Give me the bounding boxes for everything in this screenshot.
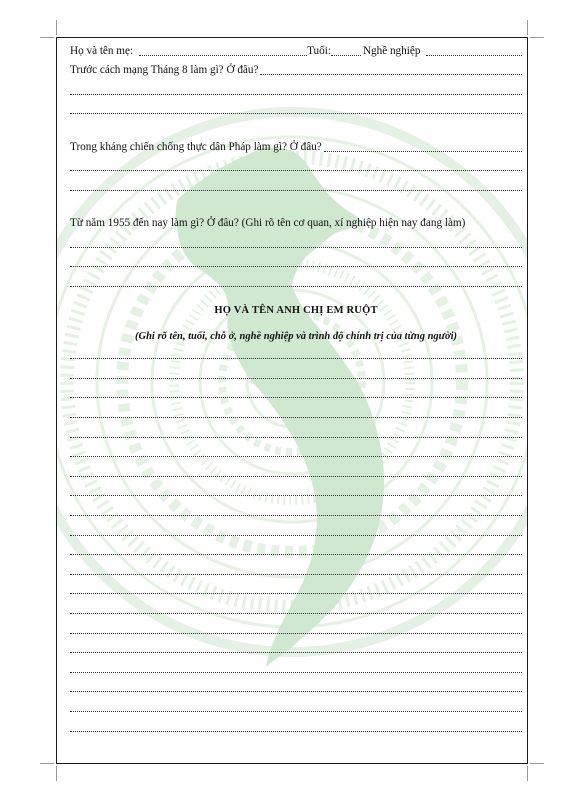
answer-line[interactable]: [70, 161, 522, 171]
answer-line[interactable]: [70, 702, 522, 712]
question-before-revolution: Trước cách mạng Tháng 8 làm gì? Ở đâu?: [70, 64, 259, 77]
siblings-heading: HỌ VÀ TÊN ANH CHỊ EM RUỘT: [214, 304, 378, 316]
answer-row: [70, 442, 522, 462]
answer-row: [70, 638, 522, 658]
crop-mark: [527, 766, 528, 781]
answer-row: [70, 462, 522, 482]
question-before-revolution-row: [70, 61, 522, 81]
mother-name-label: Họ và tên mẹ:: [70, 44, 134, 57]
answer-row: [70, 157, 522, 177]
age-field[interactable]: [331, 46, 361, 56]
answer-line[interactable]: [70, 545, 522, 555]
answer-line[interactable]: [260, 65, 522, 75]
crop-mark: [56, 766, 57, 781]
answer-line[interactable]: [70, 624, 522, 634]
answer-row: [70, 272, 522, 292]
question-since-1955: Từ năm 1955 đến nay làm gì? Ở đâu? (Ghi rõ tên cơ quan, xí nghiệp hiện nay đang làm): [70, 217, 466, 230]
answer-row: [70, 540, 522, 560]
answer-line[interactable]: [70, 663, 522, 673]
answer-line[interactable]: [70, 643, 522, 653]
age-label: Tuổi:: [307, 44, 331, 57]
crop-mark: [527, 20, 528, 35]
answer-row: [70, 658, 522, 678]
answer-line[interactable]: [70, 369, 522, 379]
answer-line[interactable]: [70, 238, 522, 248]
question-resistance-war-row: [70, 137, 522, 157]
answer-row: [70, 80, 522, 100]
crop-mark: [56, 20, 57, 35]
answer-row: [70, 599, 522, 619]
answer-row: [70, 384, 522, 404]
siblings-instruction: (Ghi rõ tên, tuổi, chỗ ở, nghề nghiệp và trình độ chính trị của từng người): [135, 330, 457, 342]
answer-row: [70, 423, 522, 443]
answer-line[interactable]: [70, 467, 522, 477]
crop-mark: [40, 763, 54, 764]
answer-line[interactable]: [70, 584, 522, 594]
answer-row: [70, 697, 522, 717]
question-since-1955-row: [70, 214, 522, 234]
crop-mark: [530, 763, 544, 764]
answer-line[interactable]: [70, 181, 522, 191]
answer-line[interactable]: [70, 486, 522, 496]
answer-row: [70, 345, 522, 365]
answer-line[interactable]: [70, 408, 522, 418]
answer-row: [70, 521, 522, 541]
answer-line[interactable]: [70, 104, 522, 114]
form-content: [70, 41, 522, 736]
answer-row: [70, 580, 522, 600]
answer-line[interactable]: [70, 277, 522, 287]
answer-line[interactable]: [70, 722, 522, 732]
answer-row: [70, 717, 522, 737]
answer-row: [70, 100, 522, 120]
answer-line[interactable]: [70, 682, 522, 692]
answer-row: [70, 560, 522, 580]
answer-line[interactable]: [70, 388, 522, 398]
answer-line[interactable]: [324, 142, 522, 152]
crop-mark: [40, 37, 54, 38]
answer-row: [70, 364, 522, 384]
answer-row: [70, 501, 522, 521]
mother-name-field[interactable]: [139, 46, 307, 56]
occupation-field[interactable]: [426, 46, 522, 56]
answer-row: [70, 233, 522, 253]
answer-line[interactable]: [70, 85, 522, 95]
siblings-answer-lines: [70, 345, 522, 737]
mother-info-row: [70, 41, 522, 61]
occupation-label: Nghề nghiệp: [362, 44, 421, 57]
answer-line[interactable]: [70, 349, 522, 359]
answer-line[interactable]: [70, 526, 522, 536]
answer-row: [70, 403, 522, 423]
answer-row: [70, 253, 522, 273]
question-resistance-war: Trong kháng chiến chống thực dân Pháp làm gì? Ở đâu?: [70, 140, 322, 153]
answer-line[interactable]: [70, 565, 522, 575]
answer-line[interactable]: [70, 447, 522, 457]
answer-row: [70, 176, 522, 196]
answer-row: [70, 482, 522, 502]
answer-line[interactable]: [70, 257, 522, 267]
answer-line[interactable]: [70, 604, 522, 614]
answer-line[interactable]: [70, 428, 522, 438]
answer-row: [70, 678, 522, 698]
answer-line[interactable]: [70, 506, 522, 516]
crop-mark: [530, 37, 544, 38]
answer-row: [70, 619, 522, 639]
